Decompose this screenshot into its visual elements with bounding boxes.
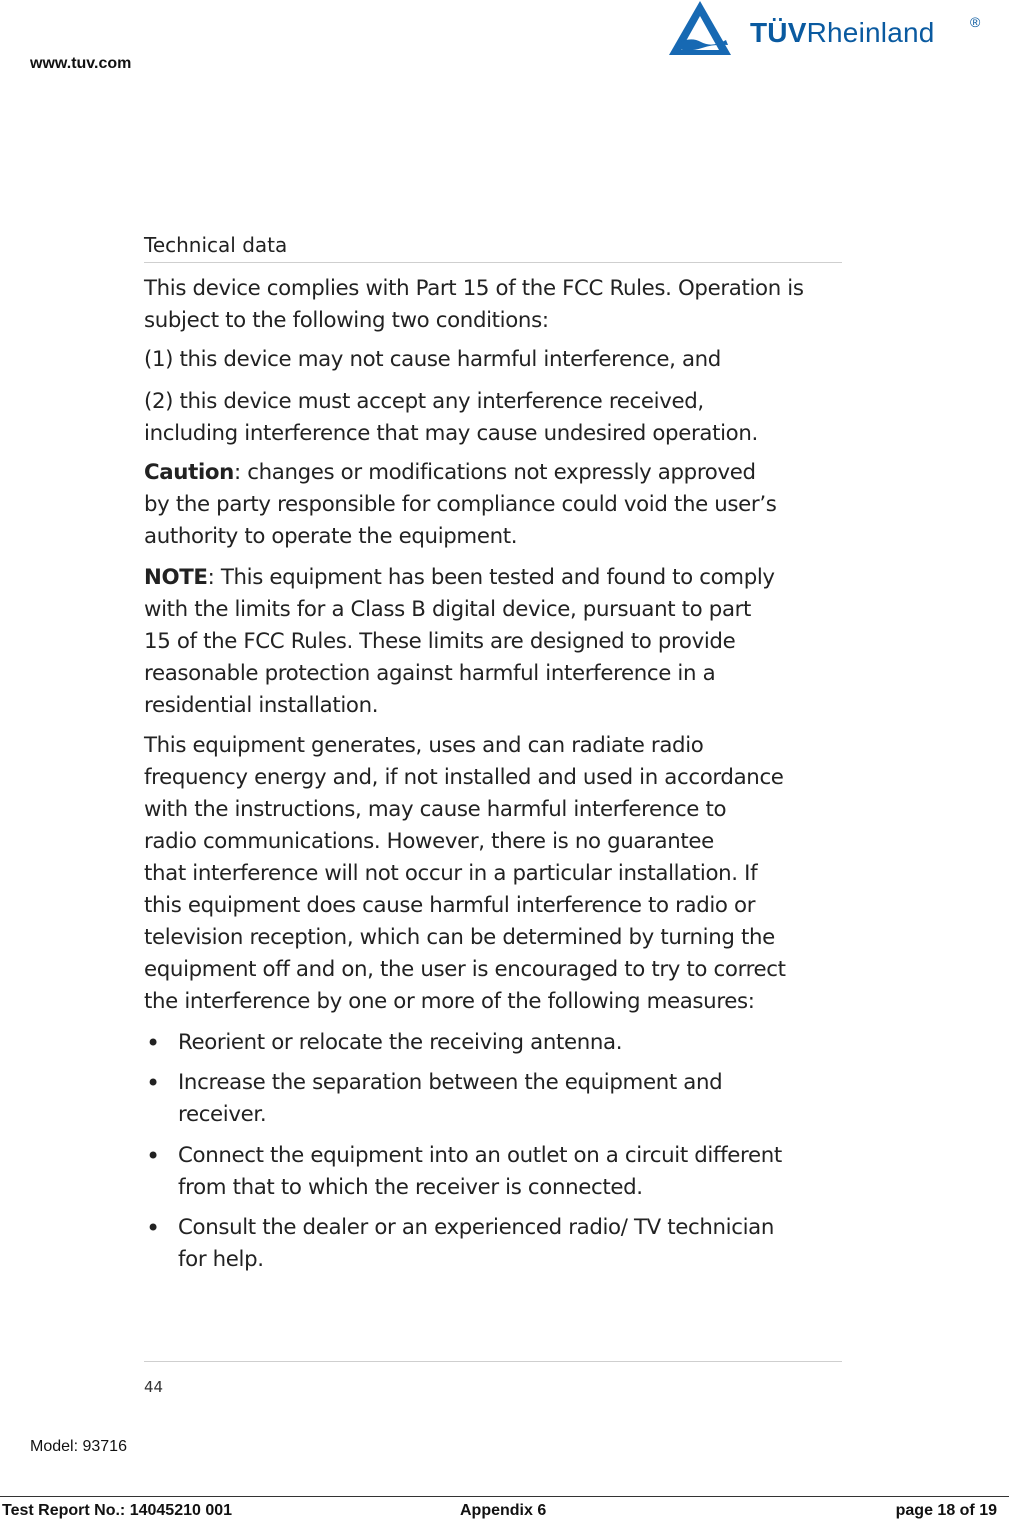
manual-page-number: 44	[144, 1378, 164, 1396]
bullet-icon: •	[146, 1069, 161, 1097]
registered-mark: ®	[970, 14, 981, 30]
test-report-number: Test Report No.: 14045210 001	[2, 1502, 233, 1519]
page-bottom-divider	[144, 1361, 842, 1362]
condition-one: (1) this device may not cause harmful interference, and	[144, 347, 721, 372]
equipment-paragraph: This equipment generates, uses and can radiate radio frequency energy and, if not installed and used in accordance with the instructions, may cause harmful interference to radio communications. However, there is no guarantee that interference will not occur in a particular installation. If this equipment does cause harmful interference to radio or television reception, which can be determined by turning the equipment off and on, the user is encouraged to try to correct the interference by one or more of the following measures:	[144, 733, 786, 1014]
logo-wordmark: TÜVRheinland	[750, 17, 935, 48]
manual-heading: Technical data	[144, 233, 288, 257]
note-label: NOTE	[144, 565, 208, 590]
caution-label: Caution	[144, 460, 234, 485]
heading-divider	[144, 262, 842, 263]
note-paragraph: NOTE: This equipment has been tested and found to comply with the limits for a Class B digital device, pursuant to part 15 of the FCC Rules. These limits are designed to provide reasonable protection against harmful interference in a residential installation.	[144, 565, 775, 718]
footer-divider	[0, 1496, 1009, 1497]
bullet-icon: •	[146, 1142, 161, 1170]
bullet-icon: •	[146, 1029, 161, 1057]
site-url[interactable]: www.tuv.com	[30, 55, 132, 72]
bullet-icon: •	[146, 1214, 161, 1242]
appendix-label: Appendix 6	[460, 1502, 547, 1519]
condition-two: (2) this device must accept any interference received, including interference that may cause undesired operation.	[144, 389, 758, 446]
tuv-triangle-icon	[668, 0, 734, 56]
report-page-number: page 18 of 19	[895, 1502, 997, 1519]
model-number: Model: 93716	[30, 1438, 127, 1455]
caution-paragraph: Caution: changes or modifications not expressly approved by the party responsible for compliance could void the user’s authority to operate the equipment.	[144, 460, 777, 549]
tuv-rheinland-logo	[668, 0, 998, 58]
fcc-compliance-paragraph: This device complies with Part 15 of the FCC Rules. Operation is subject to the following two conditions:	[144, 276, 804, 333]
